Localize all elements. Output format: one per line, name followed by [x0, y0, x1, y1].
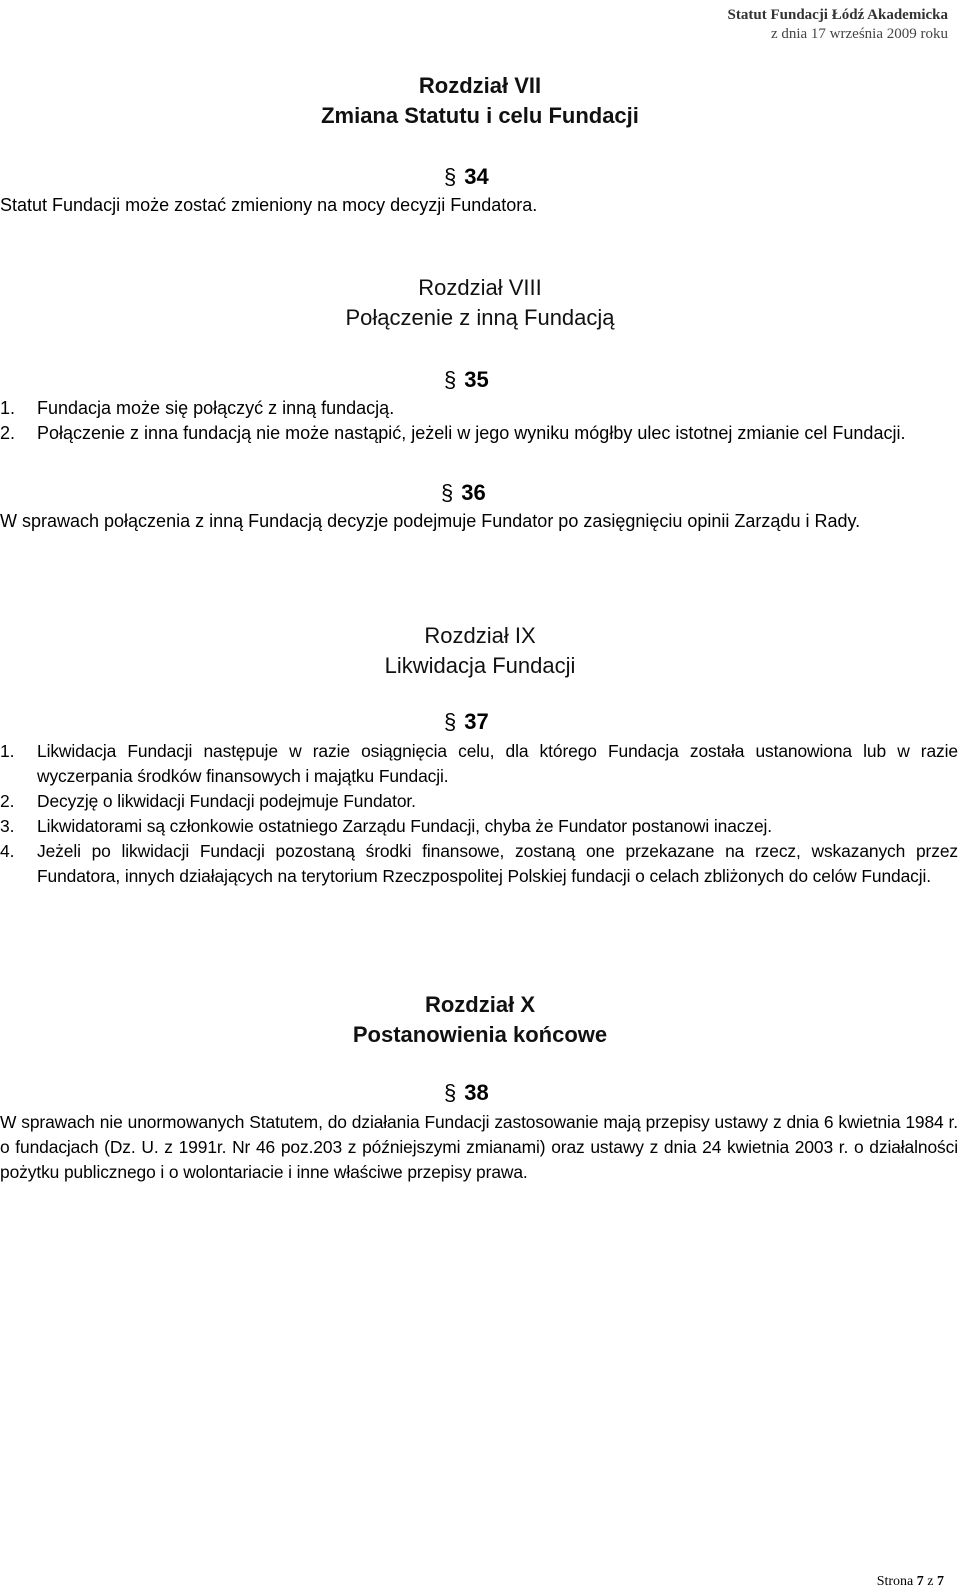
section-sign: §: [444, 1080, 457, 1105]
paragraph-36-text: W sprawach połączenia z inną Fundacją decyzje podejmuje Fundator po zasięgnięciu opinii Zarządu i Rady.: [0, 511, 861, 531]
page-current: 7: [916, 1574, 924, 1589]
list-item: 3. Likwidatorami są członkowie ostatniego Zarządu Fundacji, chyba że Fundator postanowi inaczej.: [0, 816, 773, 836]
chapter-10-title: Rozdział X: [424, 992, 535, 1017]
paragraph-36-heading: [441, 478, 486, 508]
paragraph-37-heading: [444, 707, 489, 737]
section-sign: §: [444, 367, 457, 392]
header-date: z dnia 17 września 2009 roku: [770, 26, 948, 42]
paragraph-number: 37: [464, 709, 489, 734]
paragraph-34-heading: [444, 162, 489, 192]
chapter-7-heading: [0, 71, 960, 131]
section-sign: §: [444, 164, 457, 189]
chapter-8-subtitle: Połączenie z inną Fundacją: [345, 305, 615, 330]
list-item: 1. Fundacja może się połączyć z inną fundacją.: [0, 398, 395, 418]
paragraph-34-text: Statut Fundacji może zostać zmieniony na mocy decyzji Fundatora.: [0, 195, 538, 215]
chapter-9-title: Rozdział IX: [424, 623, 536, 648]
list-item: 1. Likwidacja Fundacji następuje w razie osiągnięcia celu, dla którego Fundacja została ustanowiona lub w razie wyczerpania środków finansowych i majątku Fundacji.: [0, 741, 958, 786]
paragraph-35-list: [0, 396, 958, 446]
paragraph-37-list: [0, 739, 958, 889]
chapter-8-title: Rozdział VIII: [418, 275, 542, 300]
page-footer: [877, 1574, 944, 1590]
paragraph-38-text: W sprawach nie unormowanych Statutem, do działania Fundacji zastosowanie mają przepisy ustawy z dnia 6 kwietnia 1984 r. o fundacjach (Dz. U. z 1991r. Nr 46 poz.203 z późniejszymi zmianami) oraz ustawy z dnia 24 kwietnia 2003 r. o działalności pożytku publicznego i o wolontariacie i inne właściwe przepisy prawa.: [0, 1112, 958, 1182]
section-sign: §: [441, 480, 454, 505]
page-total: 7: [937, 1574, 944, 1589]
header-title: Statut Fundacji Łódź Akademicka: [727, 7, 948, 23]
chapter-8-heading: [0, 273, 960, 333]
list-item: 4. Jeżeli po likwidacji Fundacji pozostaną środki finansowe, zostaną one przekazane na rzecz, wskazanych przez Fundatora, innych działających na terytorium Rzeczpospolitej Polskiej fundacji o celach zbliżonych do celów Fundacji.: [0, 841, 958, 886]
paragraph-number: 34: [464, 164, 489, 189]
chapter-10-heading: [0, 990, 960, 1050]
paragraph-number: 36: [461, 480, 486, 505]
paragraph-number: 38: [464, 1080, 489, 1105]
chapter-9-subtitle: Likwidacja Fundacji: [384, 653, 576, 678]
page-separator: z: [927, 1574, 934, 1589]
chapter-7-subtitle: Zmiana Statutu i celu Fundacji: [321, 103, 639, 128]
page-label: Strona: [876, 1574, 914, 1589]
list-item: 2. Połączenie z inna fundacją nie może nastąpić, jeżeli w jego wyniku mógłby ulec istotnej zmianie cel Fundacji.: [0, 423, 906, 443]
running-header: [728, 6, 948, 44]
chapter-7-title: Rozdział VII: [418, 73, 542, 98]
chapter-9-heading: [0, 621, 960, 681]
list-item: 2. Decyzję o likwidacji Fundacji podejmuje Fundator.: [0, 791, 416, 811]
paragraph-number: 35: [464, 367, 489, 392]
paragraph-38-heading: [444, 1078, 489, 1108]
chapter-10-subtitle: Postanowienia końcowe: [352, 1022, 608, 1047]
section-sign: §: [444, 709, 457, 734]
paragraph-35-heading: [444, 365, 489, 395]
